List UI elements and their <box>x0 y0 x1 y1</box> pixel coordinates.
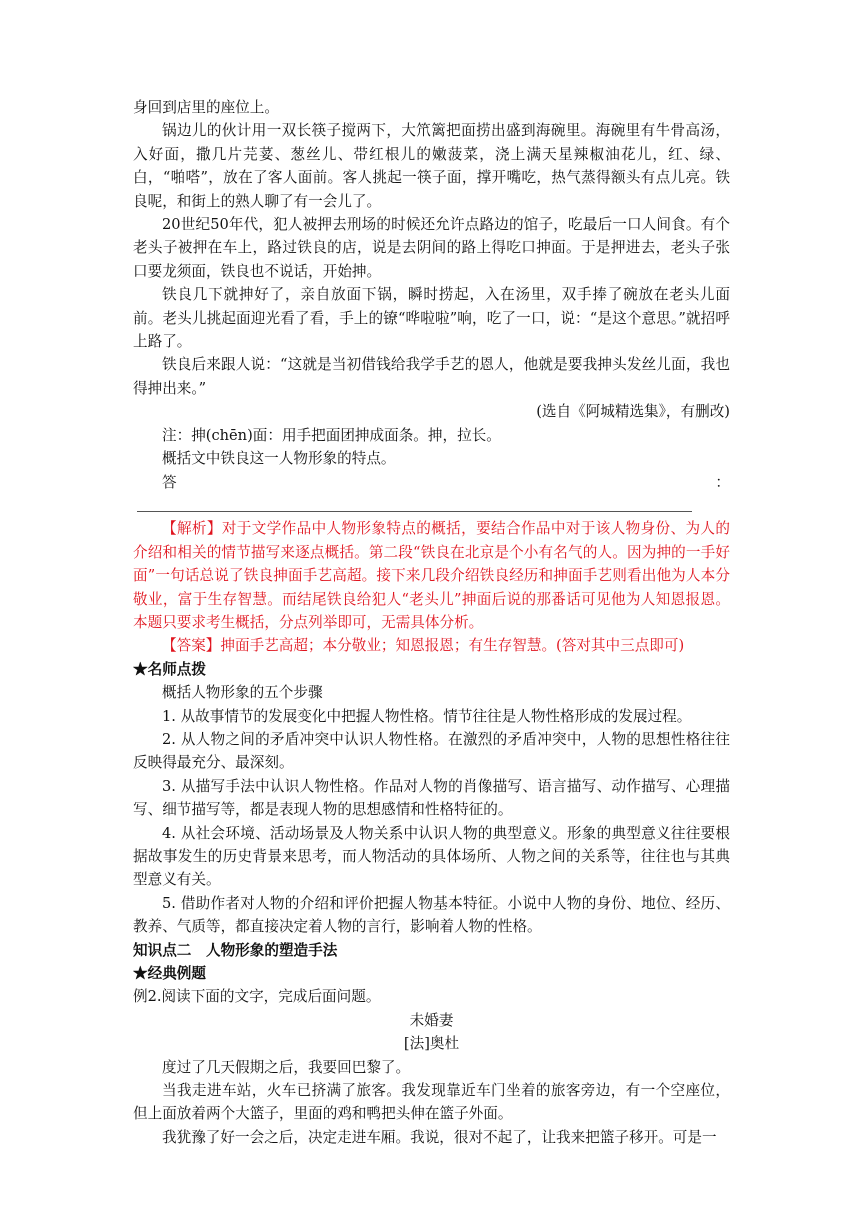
story-author: [法]奥杜 <box>403 1035 460 1053</box>
story-title: 未婚妻 <box>409 1011 454 1029</box>
answer-label: 答： <box>162 473 730 491</box>
analysis <box>133 517 730 634</box>
tip-item: 1. 从故事情节的发展变化中把握人物性格。情节往往是人物性格形成的发展过程。 <box>162 707 692 725</box>
answer-tag: 【答案】 <box>162 637 221 655</box>
document-page <box>133 96 730 1149</box>
footnote: 注：抻(chēn)面：用手把面团抻成面条。抻，拉长。 <box>162 426 501 444</box>
paragraph: 铁良几下就抻好了，亲自放面下锅，瞬时捞起，入在汤里，双手捧了碗放在老头儿面前。老头儿挑起面迎光看了看，手上的镣“哗啦啦”响，吃了一口，说：“是这个意思。”就招呼上路了。 <box>133 286 730 351</box>
paragraph: 度过了几天假期之后，我要回巴黎了。 <box>162 1058 411 1076</box>
tip-item: 5. 借助作者对人物的介绍和评价把握人物基本特征。小说中人物的身份、地位、经历、教养、气质等，都直接决定着人物的言行，影响着人物的性格。 <box>133 894 730 936</box>
tip-item: 4. 从社会环境、活动场景及人物关系中认识人物的典型意义。形象的典型意义往往要根据故事发生的历史背景来思考，而人物活动的具体场所、人物之间的关系等，往往也与其典型意义有关。 <box>133 824 730 889</box>
tips-heading: ★名师点拨 <box>133 660 206 678</box>
answer-line <box>133 471 730 518</box>
paragraph: 身回到店里的座位上。 <box>133 99 279 116</box>
answer <box>133 634 730 657</box>
tips-title: 概括人物形象的五个步骤 <box>162 684 323 702</box>
analysis-text: 对于文学作品中人物形象特点的概括，要结合作品中对于该人物身份、为人的介绍和相关的情节描写来逐点概括。第二段“铁良在北京是个小有名气的人。因为抻的一手好面”一句话总说了铁良抻面手艺高超。接下来几段介绍铁良经历和抻面手艺则看出他为人本分敬业，富于生存智慧。而结尾铁良给犯人“老头儿”抻面后说的那番话可见他为人知恩报恩。本题只要求考生概括，分点列举即可，无需具体分析。 <box>133 520 730 631</box>
example-intro: 例2.阅读下面的文字，完成后面问题。 <box>133 988 381 1006</box>
paragraph: 铁良后来跟人说：“这就是当初借钱给我学手艺的恩人，他就是要我抻头发丝儿面，我也得抻出来。” <box>133 356 730 397</box>
tip-item: 2. 从人物之间的矛盾冲突中认识人物性格。在激烈的矛盾冲突中，人物的思想性格往往反映得最充分、最深刻。 <box>133 730 730 772</box>
paragraph: 锅边儿的伙计用一双长筷子搅两下，大笊篱把面捞出盛到海碗里。海碗里有牛骨高汤，入好面，撒几片芫荽、葱丝儿、带红根儿的嫩菠菜，浇上满天星辣椒油花儿，红、绿、白，“啪嗒”，放在了客人面前。客人挑起一筷子面，撑开嘴吃，热气蒸得额头有点儿亮。铁良呢，和街上的熟人聊了有一会儿了。 <box>133 122 730 210</box>
source-citation: (选自《阿城精选集》，有删改) <box>536 403 730 421</box>
tip-item: 3. 从描写手法中认识人物性格。作品对人物的肖像描写、语言描写、动作描写、心理描写、细节描写等，都是表现人物的思想感情和性格特征的。 <box>133 777 730 819</box>
knowledge-point-heading: 知识点二 人物形象的塑造手法 <box>133 941 338 959</box>
question: 概括文中铁良这一人物形象的特点。 <box>162 450 396 468</box>
classic-example-heading: ★经典例题 <box>133 965 206 983</box>
answer-blank <box>137 510 692 512</box>
paragraph: 当我走进车站，火车已挤满了旅客。我发现靠近车门坐着的旅客旁边，有一个空座位，但上面放着两个大篮子，里面的鸡和鸭把头伸在篮子外面。 <box>133 1082 730 1123</box>
paragraph: 20世纪50年代，犯人被押去刑场的时候还允许点路边的馆子，吃最后一口人间食。有个老头子被押在车上，路过铁良的店，说是去阴间的路上得吃口抻面。于是押进去，老头子张口要龙须面，铁良也不说话，开始抻。 <box>133 216 730 280</box>
answer-text: 抻面手艺高超；本分敬业；知恩报恩；有生存智慧。(答对其中三点即可) <box>220 637 685 655</box>
analysis-tag: 【解析】 <box>162 520 222 538</box>
paragraph: 我犹豫了好一会之后，决定走进车厢。我说，很对不起了，让我来把篮子移开。可是一 <box>162 1128 717 1146</box>
